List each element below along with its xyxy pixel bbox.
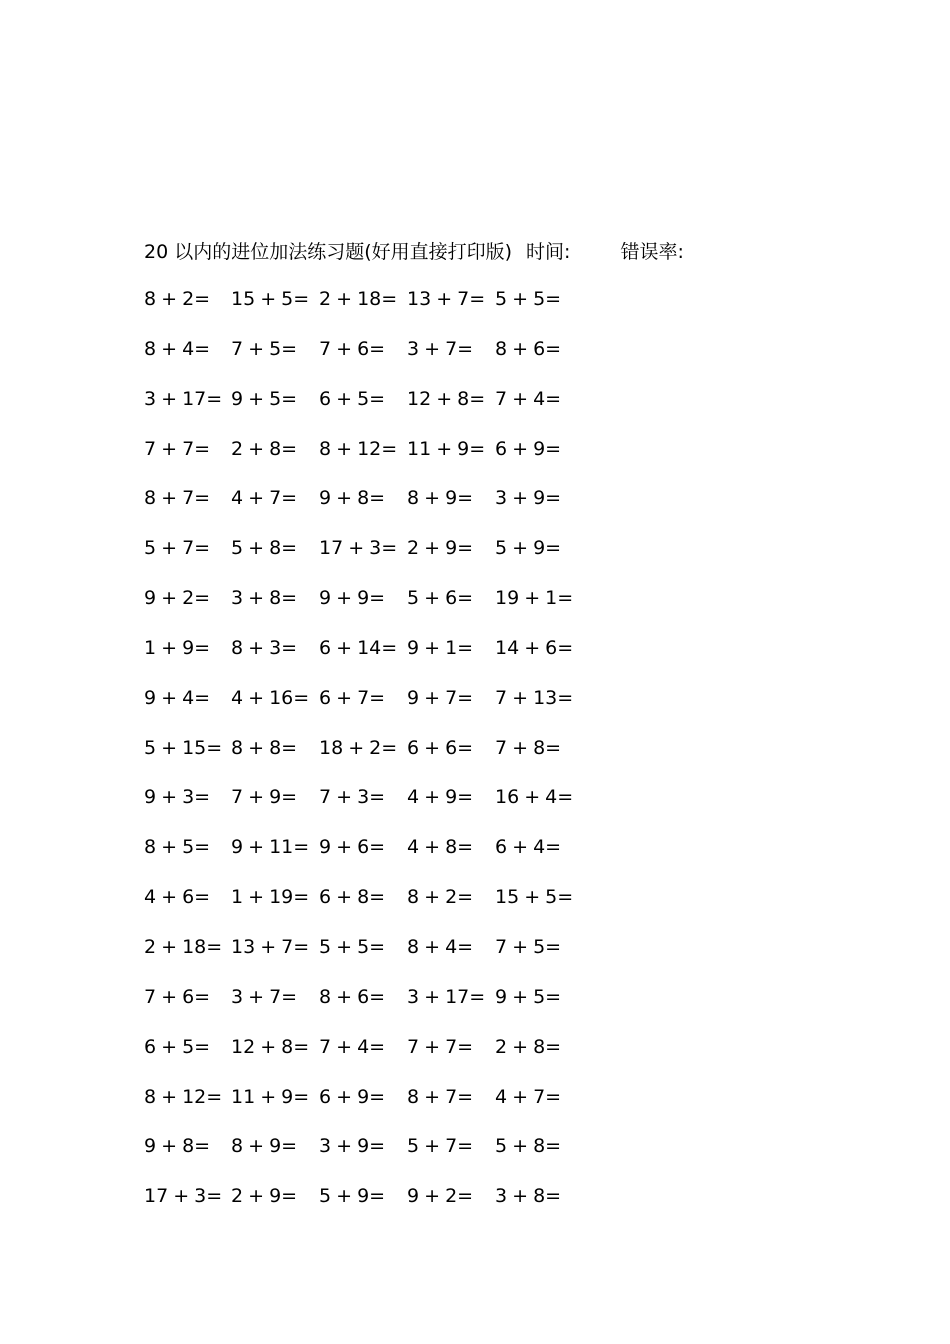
addition-problem: 17 + 3= (319, 537, 398, 560)
addition-problem: 5 + 8= (231, 537, 298, 560)
problem-row (144, 934, 614, 984)
addition-problem: 7 + 6= (319, 337, 386, 360)
addition-problem: 15 + 5= (495, 886, 574, 909)
addition-problem: 7 + 5= (231, 337, 298, 360)
addition-problem: 7 + 7= (407, 1035, 474, 1058)
addition-problem: 2 + 18= (144, 935, 223, 958)
problem-row (144, 286, 614, 336)
addition-problem: 3 + 9= (319, 1135, 386, 1158)
addition-problem: 7 + 4= (495, 387, 562, 410)
problem-row (144, 485, 614, 535)
addition-problem: 8 + 12= (144, 1085, 223, 1108)
addition-problem: 4 + 16= (231, 686, 310, 709)
problem-row (144, 735, 614, 785)
addition-problem: 8 + 2= (407, 886, 474, 909)
addition-problem: 8 + 3= (231, 636, 298, 659)
addition-problem: 8 + 6= (319, 985, 386, 1008)
addition-problem: 8 + 9= (231, 1135, 298, 1158)
time-label: 时间: (526, 240, 571, 263)
addition-problem: 9 + 9= (319, 587, 386, 610)
addition-problem: 7 + 6= (144, 985, 211, 1008)
addition-problem: 9 + 3= (144, 786, 211, 809)
addition-problem: 9 + 2= (407, 1185, 474, 1208)
addition-problem: 17 + 3= (144, 1185, 223, 1208)
addition-problem: 7 + 13= (495, 686, 574, 709)
problem-row (144, 635, 614, 685)
error-rate-label: 错误率: (620, 240, 684, 263)
addition-problem: 7 + 4= (319, 1035, 386, 1058)
addition-problem: 2 + 8= (495, 1035, 562, 1058)
addition-problem: 15 + 5= (231, 288, 310, 310)
addition-problem: 6 + 8= (319, 886, 386, 909)
problem-row (144, 984, 614, 1034)
addition-problem: 6 + 9= (495, 437, 562, 460)
problem-row (144, 685, 614, 735)
worksheet-title: 20 以内的进位加法练习题(好用直接打印版) (144, 240, 513, 263)
addition-problem: 5 + 8= (495, 1135, 562, 1158)
addition-problem: 9 + 8= (144, 1135, 211, 1158)
addition-problem: 12 + 8= (407, 387, 486, 410)
worksheet-header (144, 236, 684, 264)
addition-problem: 7 + 9= (231, 786, 298, 809)
addition-problem: 4 + 6= (144, 886, 211, 909)
addition-problem: 13 + 7= (407, 288, 486, 310)
addition-problem: 19 + 1= (495, 587, 574, 610)
addition-problem: 9 + 4= (144, 686, 211, 709)
addition-problem: 3 + 7= (407, 337, 474, 360)
addition-problem: 11 + 9= (407, 437, 486, 460)
addition-problem: 2 + 9= (231, 1185, 298, 1208)
addition-problem: 5 + 15= (144, 736, 223, 759)
addition-problem: 9 + 6= (319, 836, 386, 859)
addition-problem: 6 + 7= (319, 686, 386, 709)
problem-row (144, 585, 614, 635)
addition-problem: 4 + 9= (407, 786, 474, 809)
addition-problem: 11 + 9= (231, 1085, 310, 1108)
problem-row (144, 784, 614, 834)
addition-problem: 8 + 4= (144, 337, 211, 360)
addition-problem: 9 + 7= (407, 686, 474, 709)
addition-problem: 9 + 11= (231, 836, 310, 859)
problem-row (144, 1034, 614, 1084)
problem-row (144, 386, 614, 436)
addition-problem: 8 + 2= (144, 288, 211, 310)
addition-problem: 6 + 5= (319, 387, 386, 410)
addition-problem: 4 + 8= (407, 836, 474, 859)
addition-problem: 8 + 7= (144, 487, 211, 510)
addition-problem: 3 + 8= (495, 1185, 562, 1208)
addition-problem: 7 + 7= (144, 437, 211, 460)
addition-problem: 8 + 6= (495, 337, 562, 360)
addition-problem: 6 + 14= (319, 636, 398, 659)
problem-row (144, 1183, 614, 1233)
addition-problem: 18 + 2= (319, 736, 398, 759)
addition-problem: 5 + 5= (495, 288, 562, 310)
problem-row (144, 884, 614, 934)
addition-problem: 8 + 4= (407, 935, 474, 958)
addition-problem: 3 + 8= (231, 587, 298, 610)
addition-problem: 3 + 17= (144, 387, 223, 410)
addition-problem: 8 + 7= (407, 1085, 474, 1108)
addition-problem: 2 + 8= (231, 437, 298, 460)
addition-problem: 2 + 18= (319, 288, 398, 310)
addition-problem: 8 + 9= (407, 487, 474, 510)
addition-problem: 5 + 9= (319, 1185, 386, 1208)
addition-problem: 8 + 12= (319, 437, 398, 460)
addition-problem: 6 + 5= (144, 1035, 211, 1058)
addition-problem: 9 + 5= (495, 985, 562, 1008)
addition-problem: 3 + 7= (231, 985, 298, 1008)
addition-problem: 9 + 8= (319, 487, 386, 510)
addition-problem: 9 + 2= (144, 587, 211, 610)
addition-problem: 7 + 5= (495, 935, 562, 958)
addition-problem: 5 + 5= (319, 935, 386, 958)
addition-problem: 2 + 9= (407, 537, 474, 560)
addition-problem: 5 + 9= (495, 537, 562, 560)
problem-row (144, 336, 614, 386)
addition-problem: 14 + 6= (495, 636, 574, 659)
addition-problem: 12 + 8= (231, 1035, 310, 1058)
addition-problem: 6 + 6= (407, 736, 474, 759)
problem-row (144, 834, 614, 884)
problem-row (144, 436, 614, 486)
problem-row (144, 1133, 614, 1183)
addition-problem: 7 + 8= (495, 736, 562, 759)
addition-problem: 5 + 7= (144, 537, 211, 560)
addition-problem: 6 + 9= (319, 1085, 386, 1108)
addition-problem: 16 + 4= (495, 786, 574, 809)
addition-problem: 6 + 4= (495, 836, 562, 859)
addition-problem: 13 + 7= (231, 935, 310, 958)
addition-problem: 8 + 8= (231, 736, 298, 759)
problem-row (144, 535, 614, 585)
addition-problem: 1 + 19= (231, 886, 310, 909)
addition-problem: 3 + 17= (407, 985, 486, 1008)
addition-problem: 8 + 5= (144, 836, 211, 859)
addition-problem: 5 + 7= (407, 1135, 474, 1158)
addition-problem: 5 + 6= (407, 587, 474, 610)
addition-problem: 4 + 7= (231, 487, 298, 510)
problem-row (144, 1084, 614, 1134)
addition-problem: 4 + 7= (495, 1085, 562, 1108)
addition-problem: 7 + 3= (319, 786, 386, 809)
addition-problem: 3 + 9= (495, 487, 562, 510)
addition-problem: 1 + 9= (144, 636, 211, 659)
addition-problem: 9 + 1= (407, 636, 474, 659)
addition-problem: 9 + 5= (231, 387, 298, 410)
problem-grid (144, 286, 614, 1233)
